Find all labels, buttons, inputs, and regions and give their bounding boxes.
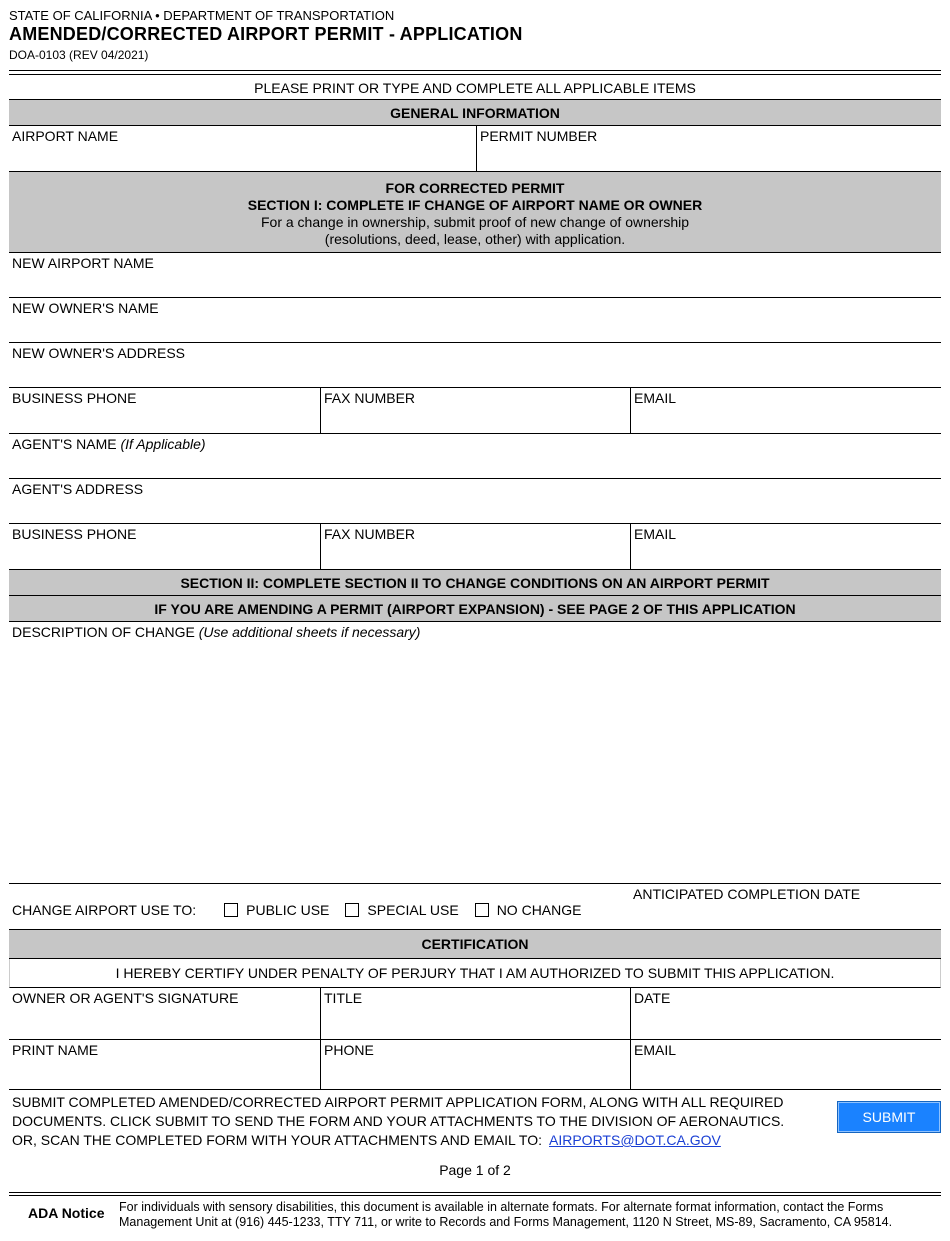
- signature-cell: [9, 988, 320, 1039]
- amend-heading: [9, 596, 941, 622]
- agent-name-note: (If Applicable): [120, 436, 206, 452]
- new-owner-name-cell: [9, 298, 941, 342]
- new-owner-address-cell: [9, 343, 941, 387]
- airport-use-row: [9, 884, 941, 929]
- description-cell: [9, 622, 941, 883]
- submit-button[interactable]: SUBMIT: [837, 1101, 941, 1133]
- print-name-input[interactable]: [9, 1058, 320, 1089]
- public-use-checkbox[interactable]: [224, 903, 238, 917]
- application-form: [9, 77, 941, 1152]
- cert-email-input[interactable]: [631, 1058, 941, 1089]
- print-name-row: [9, 1040, 941, 1090]
- cert-email-label: EMAIL: [634, 1042, 677, 1058]
- section1-heading: [9, 172, 941, 253]
- certification-statement: I HEREBY CERTIFY UNDER PENALTY OF PERJURY THAT I AM AUTHORIZED TO SUBMIT THIS APPLICATION.: [115, 965, 835, 981]
- agent-business-phone-label: BUSINESS PHONE: [12, 526, 137, 542]
- public-use-label: PUBLIC USE: [246, 901, 330, 918]
- completion-date-input[interactable]: [630, 902, 941, 929]
- special-use-option[interactable]: [345, 902, 458, 918]
- new-airport-name-label: NEW AIRPORT NAME: [12, 255, 154, 271]
- no-change-checkbox[interactable]: [475, 903, 489, 917]
- cert-email-cell: [630, 1040, 941, 1089]
- description-row: [9, 622, 941, 884]
- agent-name-row: [9, 434, 941, 479]
- agent-email-label: EMAIL: [634, 526, 677, 542]
- agent-business-phone-input[interactable]: [9, 542, 320, 569]
- new-airport-name-row: [9, 253, 941, 298]
- print-name-cell: [9, 1040, 320, 1089]
- agent-address-cell: [9, 479, 941, 523]
- submit-line-1: SUBMIT COMPLETED AMENDED/CORRECTED AIRPORT PERMIT APPLICATION FORM, ALONG WITH ALL REQUIRED: [12, 1094, 784, 1110]
- amend-heading-text: IF YOU ARE AMENDING A PERMIT (AIRPORT EXPANSION) - SEE PAGE 2 OF THIS APPLICATION: [154, 600, 796, 617]
- permit-number-label: PERMIT NUMBER: [480, 128, 598, 144]
- title-input[interactable]: [321, 1006, 630, 1039]
- owner-business-phone-cell: [9, 388, 320, 433]
- agent-email-input[interactable]: [631, 542, 941, 569]
- special-use-checkbox[interactable]: [345, 903, 359, 917]
- footer-rule-2: [9, 1195, 941, 1196]
- submit-instructions: [12, 1093, 832, 1150]
- owner-email-input[interactable]: [631, 406, 941, 433]
- section2-heading-text: SECTION II: COMPLETE SECTION II TO CHANGE CONDITIONS ON AN AIRPORT PERMIT: [180, 574, 770, 591]
- new-owner-address-row: [9, 343, 941, 388]
- owner-fax-input[interactable]: [321, 406, 630, 433]
- agent-name-cell: [9, 434, 941, 478]
- general-row: [9, 126, 941, 172]
- new-owner-address-input[interactable]: [9, 361, 941, 387]
- no-change-option[interactable]: [475, 902, 582, 918]
- agent-address-row: [9, 479, 941, 524]
- signature-label: OWNER OR AGENT'S SIGNATURE: [12, 990, 239, 1006]
- section1-heading1: FOR CORRECTED PERMIT: [385, 180, 565, 196]
- agent-name-label-text: AGENT'S NAME: [12, 436, 117, 452]
- agency-line: STATE OF CALIFORNIA • DEPARTMENT OF TRANSPORTATION: [9, 8, 395, 23]
- submit-line-2: DOCUMENTS. CLICK SUBMIT TO SEND THE FORM AND YOUR ATTACHMENTS TO THE DIVISION OF AERONAUTICS.: [12, 1113, 785, 1129]
- agent-address-label: AGENT'S ADDRESS: [12, 481, 144, 497]
- section1-note1: For a change in ownership, submit proof of new change of ownership: [260, 214, 690, 230]
- airport-name-input[interactable]: [9, 144, 476, 171]
- cert-phone-cell: [320, 1040, 630, 1089]
- date-label: DATE: [634, 990, 671, 1006]
- airport-name-cell: [9, 126, 476, 171]
- description-textarea[interactable]: [9, 642, 941, 883]
- submit-line-3: [12, 1131, 832, 1150]
- certification-statement-row: [9, 959, 941, 988]
- owner-fax-label: FAX NUMBER: [324, 390, 416, 406]
- section2-heading: [9, 570, 941, 596]
- agent-fax-cell: [320, 524, 630, 569]
- submit-line-3-text: OR, SCAN THE COMPLETED FORM WITH YOUR ATTACHMENTS AND EMAIL TO:: [12, 1132, 542, 1148]
- submit-section: [9, 1090, 941, 1152]
- instructions-row: [9, 77, 941, 100]
- general-information-heading: [9, 100, 941, 126]
- special-use-label: SPECIAL USE: [367, 901, 459, 918]
- top-rule-1: [9, 70, 941, 71]
- agent-name-label: [12, 436, 938, 452]
- owner-email-label: EMAIL: [634, 390, 677, 406]
- signature-input[interactable]: [9, 1006, 320, 1039]
- certification-heading: [9, 929, 941, 959]
- owner-fax-cell: [320, 388, 630, 433]
- date-input[interactable]: [631, 1006, 941, 1039]
- ada-notice-label: ADA Notice: [28, 1205, 105, 1221]
- description-note: (Use additional sheets if necessary): [198, 624, 421, 640]
- form-number: DOA-0103 (REV 04/2021): [9, 48, 149, 62]
- completion-date-cell: [630, 884, 941, 929]
- permit-number-input[interactable]: [477, 144, 941, 171]
- new-owner-name-input[interactable]: [9, 316, 941, 342]
- section1-note2: (resolutions, deed, lease, other) with application.: [324, 231, 626, 247]
- owner-business-phone-input[interactable]: [9, 406, 320, 433]
- public-use-option[interactable]: [224, 902, 329, 918]
- general-heading-text: GENERAL INFORMATION: [390, 104, 560, 121]
- page-number: Page 1 of 2: [439, 1162, 511, 1178]
- airports-email-link[interactable]: AIRPORTS@DOT.CA.GOV: [549, 1132, 721, 1148]
- airport-use-cell: [9, 884, 630, 929]
- ada-notice-text: For individuals with sensory disabilities, this document is available in alternate formats. For alternate format information, contact the Forms Management Unit at (916) 445-1233, TTY 711, or write to Records and Forms Management, 1120 N Street, MS-89, Sacramento, CA 95814.: [119, 1200, 893, 1229]
- agent-fax-label: FAX NUMBER: [324, 526, 416, 542]
- description-label: [12, 624, 938, 640]
- title-label: TITLE: [324, 990, 363, 1006]
- new-owner-name-row: [9, 298, 941, 343]
- new-owner-address-label: NEW OWNER'S ADDRESS: [12, 345, 186, 361]
- no-change-label: NO CHANGE: [496, 901, 582, 918]
- certification-heading-text: CERTIFICATION: [421, 936, 529, 952]
- new-airport-name-input[interactable]: [9, 271, 941, 297]
- permit-number-cell: [476, 126, 941, 171]
- signature-row: [9, 988, 941, 1040]
- new-airport-name-cell: [9, 253, 941, 297]
- agent-email-cell: [630, 524, 941, 569]
- airport-name-label: AIRPORT NAME: [12, 128, 119, 144]
- change-use-label: CHANGE AIRPORT USE TO:: [12, 901, 197, 918]
- agent-business-phone-cell: [9, 524, 320, 569]
- form-title: AMENDED/CORRECTED AIRPORT PERMIT - APPLICATION: [9, 24, 523, 44]
- footer-rule-1: [9, 1192, 941, 1193]
- owner-business-phone-label: BUSINESS PHONE: [12, 390, 137, 406]
- cert-phone-input[interactable]: [321, 1058, 630, 1089]
- agent-fax-input[interactable]: [321, 542, 630, 569]
- owner-email-cell: [630, 388, 941, 433]
- completion-date-label: ANTICIPATED COMPLETION DATE: [633, 886, 861, 902]
- date-cell: [630, 988, 941, 1039]
- owner-contact-row: [9, 388, 941, 434]
- instructions-text: PLEASE PRINT OR TYPE AND COMPLETE ALL APPLICABLE ITEMS: [254, 80, 696, 96]
- cert-phone-label: PHONE: [324, 1042, 374, 1058]
- new-owner-name-label: NEW OWNER'S NAME: [12, 300, 159, 316]
- description-label-text: DESCRIPTION OF CHANGE: [12, 624, 195, 640]
- title-cell: [320, 988, 630, 1039]
- section1-heading2: SECTION I: COMPLETE IF CHANGE OF AIRPORT NAME OR OWNER: [247, 197, 703, 213]
- agent-contact-row: [9, 524, 941, 570]
- agent-name-input[interactable]: [9, 452, 941, 478]
- print-name-label: PRINT NAME: [12, 1042, 99, 1058]
- agent-address-input[interactable]: [9, 497, 941, 523]
- top-rule-2: [9, 74, 941, 75]
